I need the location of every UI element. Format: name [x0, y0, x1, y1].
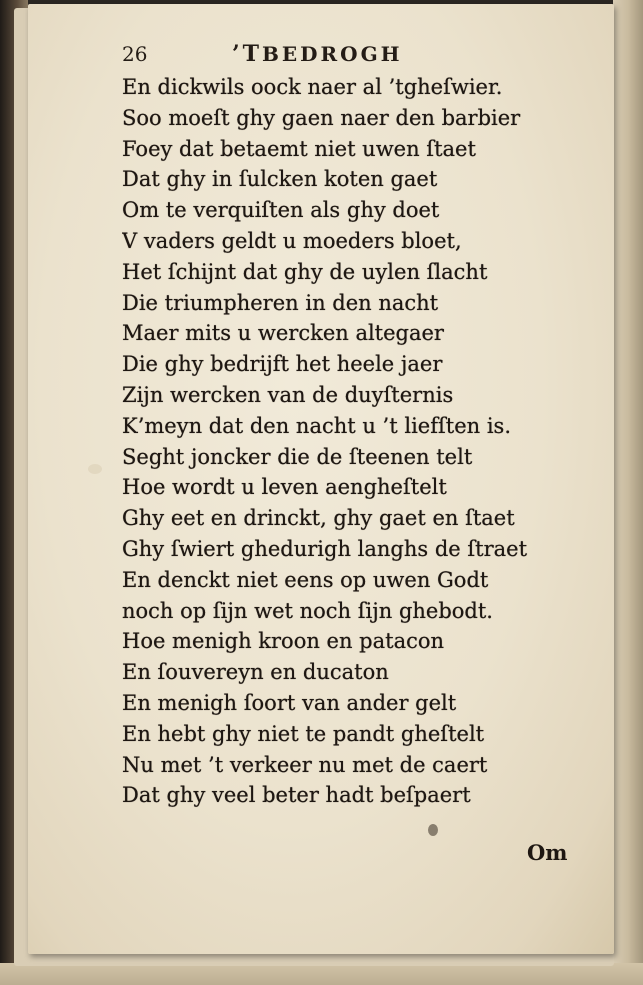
verse-line: V vaders geldt u moeders bloet,	[122, 228, 462, 253]
verse-line: En denckt niet eens op uwen Godt	[122, 567, 489, 592]
verse-line: Dat ghy veel beter hadt beſpaert	[122, 783, 471, 808]
next-page-edge	[613, 0, 643, 985]
verse-line: Het ſchijnt dat ghy de uylen ſlacht	[122, 259, 488, 284]
verse-line: Die triumpheren in den nacht	[122, 290, 439, 315]
verse-line: Maer mits u wercken altegaer	[122, 321, 444, 346]
verse-line: Hoe menigh kroon en patacon	[122, 629, 445, 654]
verse-line: K’meyn dat den nacht u ’t liefſten is.	[122, 413, 511, 438]
paper-stain	[88, 464, 102, 474]
verse-line: Ghy ſwiert ghedurigh langhs de ſtraet	[122, 536, 528, 561]
page-number: 26	[122, 42, 148, 66]
verse-line: Ghy eet en drinckt, ghy gaet en ſtaet	[122, 506, 515, 531]
page-header	[122, 42, 582, 66]
verse-line: Seght joncker die de ſteenen telt	[122, 444, 473, 469]
verse-line: Om te verquiſten als ghy doet	[122, 198, 440, 223]
verse-line: En dickwils oock naer al ’tgheſwier.	[122, 75, 503, 99]
verse-line: Soo moeſt ghy gaen naer den barbier	[122, 105, 521, 130]
verse-line: En menigh ſoort van ander gelt	[122, 690, 457, 715]
verse-line: En ſouvereyn en ducaton	[122, 660, 389, 685]
verse-text	[122, 72, 592, 811]
catchword: Om	[527, 840, 568, 865]
verse-line: En hebt ghy niet te pandt gheſtelt	[122, 721, 485, 746]
page-bottom-edge	[0, 963, 643, 985]
verse-line: Hoe wordt u leven aengheſtelt	[122, 475, 447, 500]
verse-line: Die ghy bedrijft het heele jaer	[122, 352, 443, 377]
verse-line: noch op ſijn wet noch ſijn ghebodt.	[122, 598, 493, 623]
verse-line: Zijn wercken van de duyſternis	[122, 382, 454, 407]
verse-line: Nu met ’t verkeer nu met de caert	[122, 752, 488, 777]
running-head: ’TBEDROGH	[232, 41, 403, 67]
verse-line: Foey dat betaemt niet uwen ſtaet	[122, 136, 476, 161]
verse-line: Dat ghy in ſulcken koten gaet	[122, 167, 438, 192]
ink-spot	[428, 824, 438, 836]
